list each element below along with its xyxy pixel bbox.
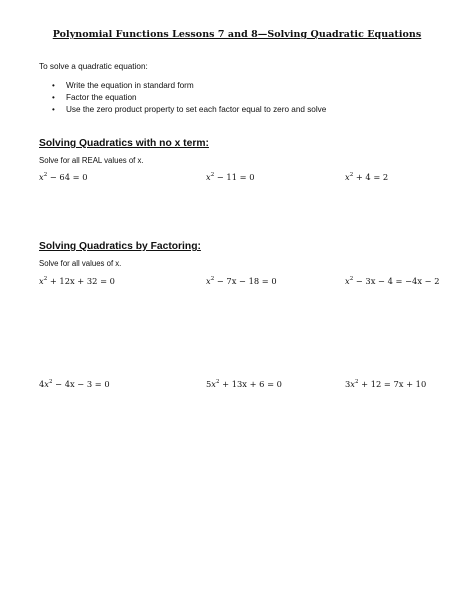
- section-instruction-real: Solve for all REAL values of x.: [39, 156, 144, 165]
- bullet-icon: •: [52, 81, 55, 90]
- equation-6: $x^2 - 3x - 4 = -4x - 2$: [345, 276, 440, 286]
- bullet-icon: •: [52, 92, 55, 102]
- step-text: Factor the equation: [66, 92, 137, 102]
- equation-8: $5x^2 + 13x + 6 = 0$: [206, 379, 282, 389]
- section-instruction-all: Solve for all values of x.: [39, 259, 122, 268]
- equation-2: $x^2 - 11 = 0$: [206, 172, 255, 182]
- equation-5: $x^2 - 7x - 18 = 0$: [206, 276, 277, 286]
- bullet-icon: •: [52, 104, 55, 114]
- equation-1: $x^2 - 64 = 0$: [39, 172, 88, 182]
- steps-list: [39, 80, 326, 115]
- section-heading-no-x-term: Solving Quadratics with no x term:: [39, 138, 209, 149]
- list-item: [39, 80, 326, 92]
- equation-7: $4x^2 - 4x - 3 = 0$: [39, 379, 110, 389]
- list-item: [39, 92, 326, 104]
- intro-text: To solve a quadratic equation:: [39, 62, 148, 71]
- step-text: Write the equation in standard form: [66, 81, 194, 90]
- equation-9: $3x^2 + 12 = 7x + 10$: [345, 379, 427, 389]
- equation-3: $x^2 + 4 = 2$: [345, 172, 389, 182]
- section-heading-factoring: Solving Quadratics by Factoring:: [39, 241, 201, 252]
- step-text: Use the zero product property to set each factor equal to zero and solve: [66, 104, 327, 114]
- equation-4: $x^2 + 12x + 32 = 0$: [39, 276, 115, 286]
- list-item: [39, 104, 326, 116]
- page-title: Polynomial Functions Lessons 7 and 8—Solving Quadratic Equations: [52, 29, 422, 40]
